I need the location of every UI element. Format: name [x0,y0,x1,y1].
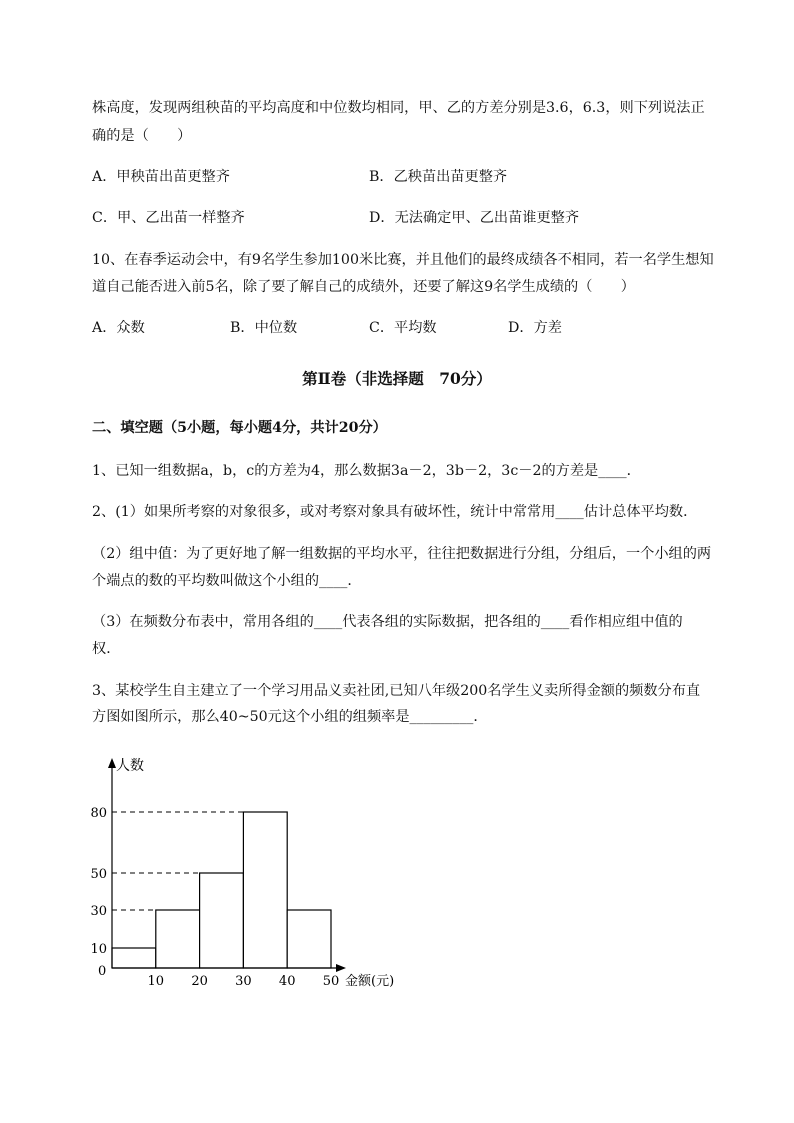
y-tick-label: 50 [90,867,107,882]
x-tick-label: 40 [278,974,296,989]
x-tick-label: 50 [322,974,340,989]
origin-label: 0 [98,964,107,979]
histogram-bars [112,812,331,968]
fill2-part2-line2: 个端点的数的平均数叫做这个小组的____． [92,573,362,589]
x-tick-label: 10 [147,974,165,989]
y-tick-label: 10 [90,942,107,957]
fill2-part1: 2、(1）如果所考察的对象很多，或对考察对象具有破坏性，统计中常常用____估计总体平均数． [92,504,698,520]
section2-heading: 二、填空题（5小题，每小题4分，共计20分） [92,420,387,436]
fill3-line1: 3、某校学生自主建立了一个学习用品义卖社团,已知八年级200名学生义卖所得金额的频数分布直 [92,683,701,699]
x-tick-label: 30 [235,974,252,989]
x-tick-label: 20 [191,974,208,989]
y-axis-arrow [108,758,116,768]
q9-option-a: A．甲秧苗出苗更整齐 [92,169,230,185]
y-axis-title: 人数 [116,758,144,774]
histogram-bar [243,812,287,968]
fill3-line2: 方图如图所示，那么40~50元这个小组的组频率是_________． [92,709,488,725]
histogram-bar [287,910,331,968]
q10-text-line2: 道自己能否进入前5名，除了要了解自己的成绩外，还要了解这9名学生成绩的（ ） [92,279,635,295]
q10-option-c: C．平均数 [369,320,437,336]
part2-title: 第Ⅱ卷（非选择题 70分） [302,369,492,388]
q10-text-line1: 10、在春季运动会中，有9名学生参加100米比赛，并且他们的最终成绩各不相同，若一名学生想知 [92,252,714,268]
x-axis-arrow [336,964,346,972]
fill1-text: 1、已知一组数据a，b，c的方差为4，那么数据3a－2，3b－2，3c－2的方差是____． [92,463,641,479]
q9-option-c: C．甲、乙出苗一样整齐 [92,210,245,226]
x-axis-title: 金额(元) [345,974,395,989]
q9-text-line2: 确的是（ ） [92,128,192,144]
q10-option-b: B．中位数 [230,320,298,336]
histogram-bar [200,873,244,968]
q10-option-d: D．方差 [508,320,562,336]
q9-text-line1: 株高度，发现两组秧苗的平均高度和中位数均相同，甲、乙的方差分别是3.6，6.3，则下列说法正 [92,100,705,116]
q9-option-b: B．乙秧苗出苗更整齐 [369,169,508,185]
y-tick-label: 30 [90,904,107,919]
fill2-part3-line1: （3）在频数分布表中，常用各组的____代表各组的实际数据，把各组的____看作相应组中值的 [92,614,683,630]
fill2-part3-line2: 权． [92,641,121,657]
histogram-bar [156,910,200,968]
fill2-part2-line1: （2）组中值：为了更好地了解一组数据的平均水平，往往把数据进行分组，分组后，一个小组的两 [92,546,712,562]
histogram-bar [112,948,156,968]
y-tick-label: 80 [90,806,107,821]
q9-option-d: D．无法确定甲、乙出苗谁更整齐 [369,210,580,226]
q10-option-a: A．众数 [92,320,145,336]
